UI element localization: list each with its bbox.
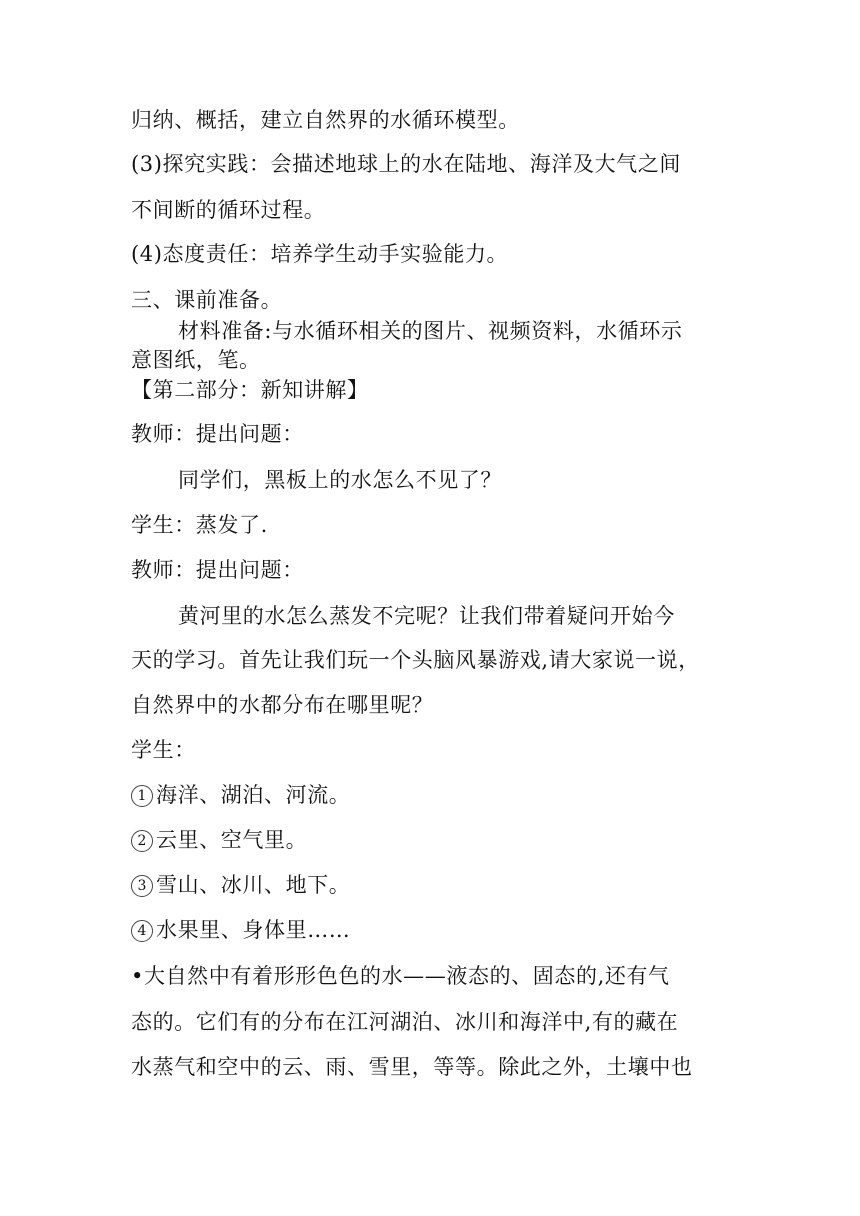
speaker-line: 教师：提出问题： (131, 558, 304, 582)
circled-number: 1 (131, 785, 153, 807)
paragraph-line: 材料准备:与水循环相关的图片、视频资料，水循环示 (178, 319, 683, 343)
dialogue-line: 黄河里的水怎么蒸发不完呢？让我们带着疑问开始今 (178, 604, 675, 628)
paragraph-line: 意图纸，笔。 (131, 348, 261, 372)
list-item (131, 871, 731, 899)
speaker-line: 学生： (131, 738, 196, 762)
speaker-line: 学生：蒸发了. (131, 513, 268, 537)
circled-number: 4 (131, 920, 153, 942)
dialogue-line: 天的学习。首先让我们玩一个头脑风暴游戏,请大家说一说， (131, 648, 700, 672)
list-item (131, 781, 731, 809)
paragraph-line: 态的。它们有的分布在江河湖泊、冰川和海洋中,有的藏在 (131, 1010, 679, 1034)
dialogue-line: 同学们，黑板上的水怎么不见了？ (178, 468, 502, 492)
speaker-line: 教师：提出问题： (131, 422, 304, 446)
list-item (131, 916, 731, 944)
paragraph-line: 不间断的循环过程。 (131, 198, 326, 222)
list-item-text: 海洋、湖泊、河流。 (156, 783, 351, 807)
list-item-text: 雪山、冰川、地下。 (156, 873, 351, 897)
section-heading: 三、课前准备。 (131, 288, 283, 312)
paragraph-line: (3)探究实践：会描述地球上的水在陆地、海洋及大气之间 (131, 152, 681, 176)
part-heading: 【第二部分：新知讲解】 (131, 378, 369, 402)
circled-number: 3 (131, 875, 153, 897)
list-item (131, 826, 731, 854)
list-item-text: 水果里、身体里…… (156, 918, 351, 942)
paragraph-line: (4)态度责任：培养学生动手实验能力。 (131, 242, 509, 266)
paragraph-line: •大自然中有着形形色色的水——液态的、固态的,还有气 (131, 964, 670, 988)
dialogue-line: 自然界中的水都分布在哪里呢？ (131, 693, 434, 717)
circled-number: 2 (131, 830, 153, 852)
paragraph-line: 水蒸气和空中的云、雨、雪里，等等。除此之外，土壤中也 (131, 1055, 693, 1079)
list-item-text: 云里、空气里。 (156, 828, 308, 852)
paragraph-line: 归纳、概括，建立自然界的水循环模型。 (131, 108, 520, 132)
